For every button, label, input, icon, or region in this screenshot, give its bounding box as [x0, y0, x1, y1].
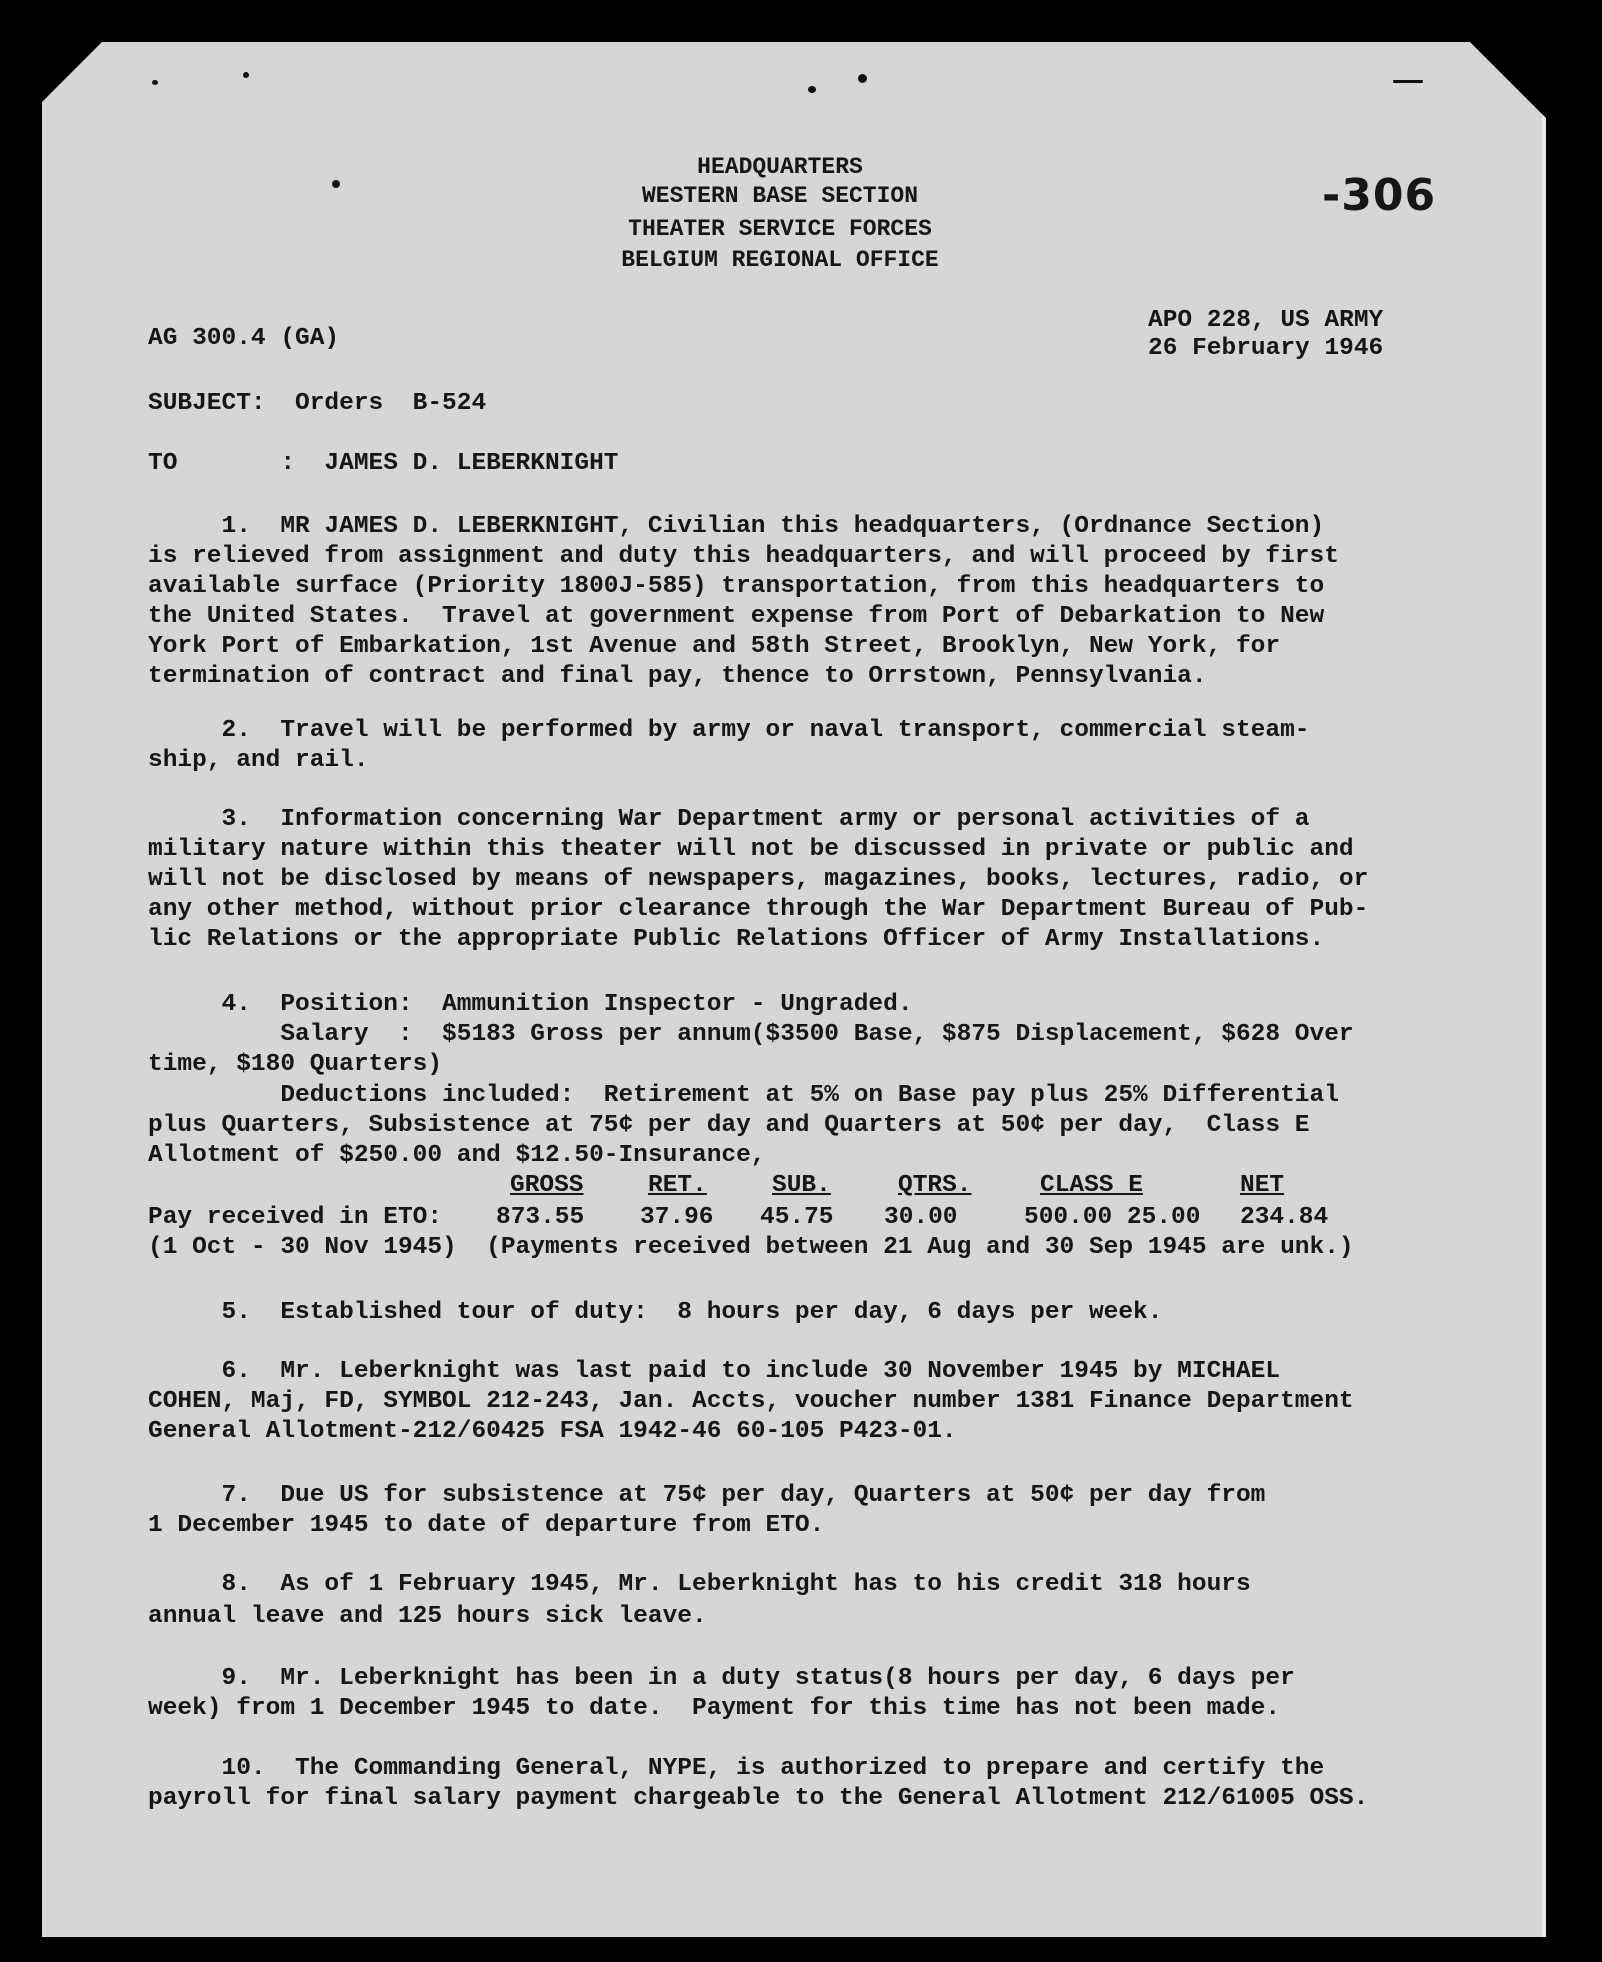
pay-header-qtrs: QTRS.	[898, 1172, 972, 1199]
para3-line-5: lic Relations or the appropriate Public Relations Officer of Army Installations.	[148, 926, 1325, 953]
ink-speck	[858, 74, 867, 83]
pay-value-ret: 37.96	[640, 1204, 714, 1231]
para5-line-1: 5. Established tour of duty: 8 hours per day, 6 days per week.	[148, 1299, 1163, 1326]
para8-line-1: 8. As of 1 February 1945, Mr. Leberknight has to his credit 318 hours	[148, 1571, 1251, 1598]
subject-line: SUBJECT: Orders B-524	[148, 390, 487, 417]
ink-speck	[243, 72, 249, 78]
para4-line-3: time, $180 Quarters)	[148, 1051, 443, 1078]
para10-line-2: payroll for final salary payment chargeable to the General Allotment 212/61005 OSS.	[148, 1785, 1369, 1812]
pay-header-net: NET	[1240, 1172, 1285, 1199]
para1-line-1: 1. MR JAMES D. LEBERKNIGHT, Civilian this headquarters, (Ordnance Section)	[148, 513, 1325, 540]
para3-line-4: any other method, without prior clearance through the War Department Bureau of Pub-	[148, 896, 1369, 923]
para3-line-2: military nature within this theater will not be discussed in private or public and	[148, 836, 1354, 863]
header-line-1: HEADQUARTERS	[697, 154, 863, 180]
para4-line-4: Deductions included: Retirement at 5% on Base pay plus 25% Differential	[148, 1082, 1339, 1109]
para3-line-3: will not be disclosed by means of newspapers, magazines, books, lectures, radio, or	[148, 866, 1369, 893]
ink-speck	[152, 80, 158, 85]
date: 26 February 1946	[1148, 335, 1384, 362]
para9-line-1: 9. Mr. Leberknight has been in a duty status(8 hours per day, 6 days per	[148, 1665, 1295, 1692]
to-line: TO : JAMES D. LEBERKNIGHT	[148, 450, 619, 477]
para8-line-2: annual leave and 125 hours sick leave.	[148, 1603, 707, 1630]
page-corner-top-left	[42, 42, 102, 102]
para4-line-5: plus Quarters, Subsistence at 75¢ per day and Quarters at 50¢ per day, Class E	[148, 1112, 1310, 1139]
pay-period-note: (1 Oct - 30 Nov 1945) (Payments received between 21 Aug and 30 Sep 1945 are unk.)	[148, 1234, 1354, 1261]
page-corner-top-right	[1470, 42, 1550, 122]
pay-row-label: Pay received in ETO:	[148, 1204, 443, 1231]
para7-line-1: 7. Due US for subsistence at 75¢ per day, Quarters at 50¢ per day from	[148, 1482, 1266, 1509]
header-line-4: BELGIUM REGIONAL OFFICE	[621, 247, 939, 273]
pay-value-gross: 873.55	[496, 1204, 585, 1231]
ink-speck	[808, 86, 816, 93]
para1-line-3: available surface (Priority 1800J-585) transportation, from this headquarters to	[148, 573, 1325, 600]
para7-line-2: 1 December 1945 to date of departure from ETO.	[148, 1512, 825, 1539]
location: APO 228, US ARMY	[1148, 307, 1384, 334]
pay-header-ret: RET.	[648, 1172, 707, 1199]
pay-value-net: 234.84	[1240, 1204, 1329, 1231]
para4-line-6: Allotment of $250.00 and $12.50-Insurance,	[148, 1142, 766, 1169]
para2-line-1: 2. Travel will be performed by army or naval transport, commercial steam-	[148, 717, 1310, 744]
para4-line-1: 4. Position: Ammunition Inspector - Ungraded.	[148, 991, 913, 1018]
ink-speck	[1393, 80, 1423, 83]
para9-line-2: week) from 1 December 1945 to date. Payment for this time has not been made.	[148, 1695, 1281, 1722]
para2-line-2: ship, and rail.	[148, 747, 369, 774]
pay-header-gross: GROSS	[510, 1172, 584, 1199]
para10-line-1: 10. The Commanding General, NYPE, is authorized to prepare and certify the	[148, 1755, 1325, 1782]
pay-value-sub: 45.75	[760, 1204, 834, 1231]
pay-value-qtrs: 30.00	[884, 1204, 958, 1231]
pay-header-class-e: CLASS E	[1040, 1172, 1143, 1199]
para1-line-2: is relieved from assignment and duty this headquarters, and will proceed by first	[148, 543, 1339, 570]
pay-header-sub: SUB.	[772, 1172, 831, 1199]
para4-line-2: Salary : $5183 Gross per annum($3500 Base, $875 Displacement, $628 Over	[148, 1021, 1354, 1048]
header-line-2: WESTERN BASE SECTION	[641, 183, 919, 209]
ink-speck	[332, 180, 340, 188]
para6-line-2: COHEN, Maj, FD, SYMBOL 212-243, Jan. Accts, voucher number 1381 Finance Department	[148, 1388, 1354, 1415]
header-line-3: THEATER SERVICE FORCES	[628, 216, 932, 242]
para3-line-1: 3. Information concerning War Department army or personal activities of a	[148, 806, 1310, 833]
para1-line-6: termination of contract and final pay, thence to Orrstown, Pennsylvania.	[148, 663, 1207, 690]
page-number: -306	[1322, 170, 1437, 221]
para6-line-1: 6. Mr. Leberknight was last paid to include 30 November 1945 by MICHAEL	[148, 1358, 1281, 1385]
para6-line-3: General Allotment-212/60425 FSA 1942-46 60-105 P423-01.	[148, 1418, 957, 1445]
para1-line-5: York Port of Embarkation, 1st Avenue and 58th Street, Brooklyn, New York, for	[148, 633, 1281, 660]
para1-line-4: the United States. Travel at government expense from Port of Debarkation to New	[148, 603, 1325, 630]
pay-value-class-e: 500.00 25.00	[1024, 1204, 1201, 1231]
file-reference: AG 300.4 (GA)	[148, 325, 340, 352]
